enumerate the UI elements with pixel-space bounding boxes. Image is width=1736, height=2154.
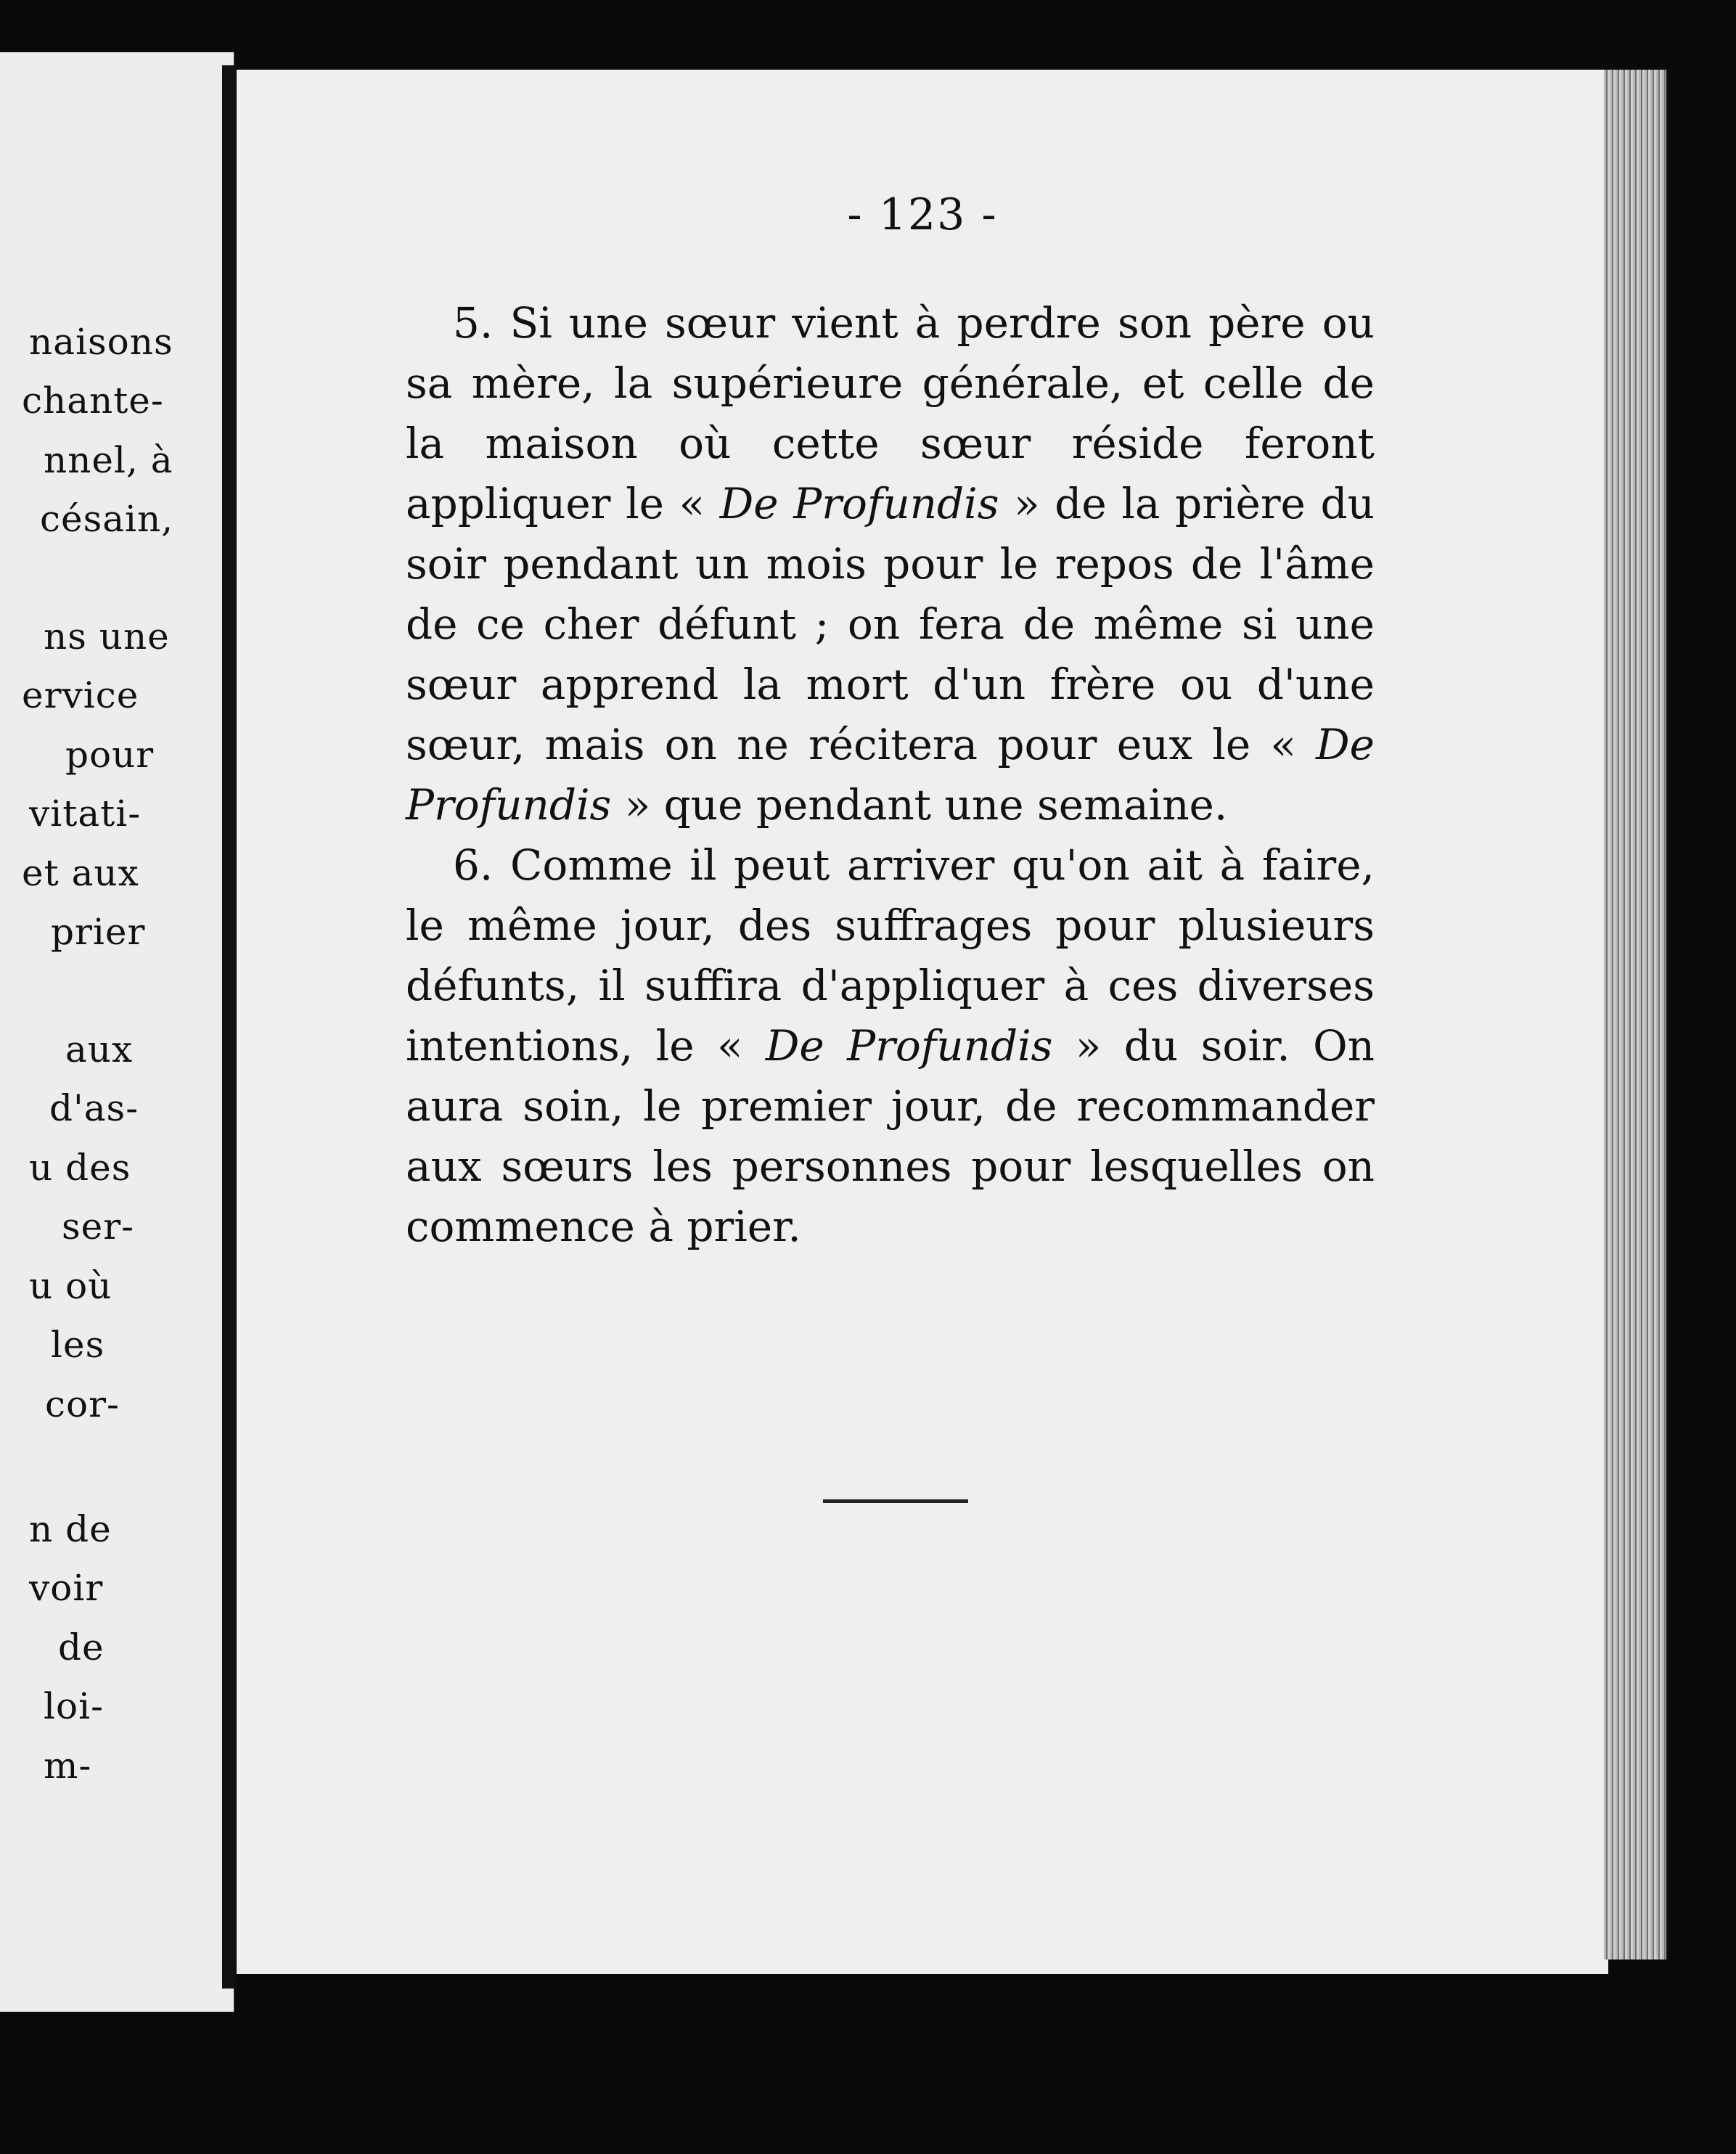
left-fragment: loi- bbox=[44, 1685, 104, 1727]
left-fragment: ns une bbox=[44, 615, 170, 658]
text-run: » de la prière du soir pendant un mois pour le repos de l'âme de ce cher défunt ; on fera de même si une sœur apprend la mort d'un frère ou d'une sœur, mais on ne récitera pour eux le « bbox=[406, 479, 1375, 769]
left-fragment: d'as- bbox=[49, 1087, 139, 1129]
text-run: 5. Si une sœur vient à perdre son père ou sa mère, la supérieure générale, et celle de la maison où cette sœur réside feront appliquer le « bbox=[406, 298, 1375, 528]
left-fragment: u des bbox=[29, 1147, 131, 1189]
left-fragment: et aux bbox=[22, 852, 139, 894]
italic-title: De Profundis bbox=[406, 720, 1375, 830]
left-fragment: ervice bbox=[22, 674, 139, 716]
left-fragment: m- bbox=[44, 1745, 92, 1787]
left-fragment: ser- bbox=[62, 1205, 135, 1248]
left-fragment: voir bbox=[29, 1567, 104, 1609]
paragraph-5 bbox=[406, 293, 1375, 835]
left-fragment: aux bbox=[65, 1028, 134, 1070]
italic-title: De Profundis bbox=[765, 1021, 1053, 1070]
end-rule bbox=[823, 1499, 968, 1503]
left-fragment: césain, bbox=[40, 498, 174, 540]
left-fragment: u où bbox=[29, 1265, 112, 1307]
left-fragment: chante- bbox=[22, 380, 164, 422]
italic-title: De Profundis bbox=[719, 479, 999, 528]
body-text bbox=[406, 293, 1375, 1257]
left-fragment: prier bbox=[51, 911, 146, 953]
right-page bbox=[237, 70, 1608, 1974]
paragraph-6 bbox=[406, 835, 1375, 1257]
left-fragment: cor- bbox=[45, 1383, 120, 1425]
left-fragment: pour bbox=[65, 734, 155, 776]
left-page bbox=[0, 52, 235, 2012]
text-run: » que pendant une semaine. bbox=[611, 780, 1228, 830]
left-fragment: les bbox=[51, 1324, 105, 1366]
text-run: 6. Comme il peut arriver qu'on ait à faire, le même jour, des suffrages pour plusieurs défunts, il suffira d'appliquer à ces diverses intentions, le « bbox=[406, 840, 1375, 1070]
page-number: - 123 - bbox=[847, 189, 998, 240]
page-edges bbox=[1604, 70, 1666, 1960]
left-fragment: de bbox=[58, 1626, 105, 1668]
book-gutter bbox=[222, 65, 237, 1989]
left-fragment: nnel, à bbox=[44, 439, 173, 481]
left-fragment: vitati- bbox=[29, 793, 142, 835]
left-fragment: n de bbox=[29, 1508, 112, 1550]
text-run: » du soir. On aura soin, le premier jour, de recommander aux sœurs les personnes pour lesquelles on commence à prier. bbox=[406, 1021, 1375, 1251]
left-fragment: naisons bbox=[29, 321, 173, 363]
